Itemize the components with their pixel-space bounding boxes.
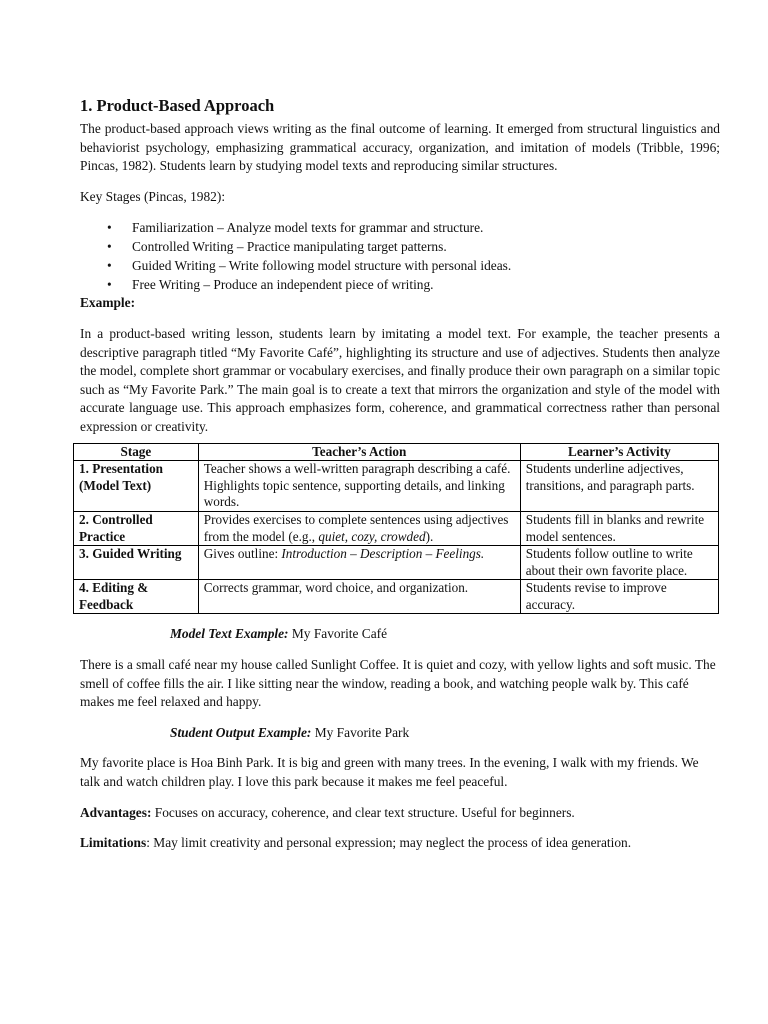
key-stages-heading: Key Stages (Pincas, 1982): — [80, 188, 226, 204]
learner-activity-cell: Students revise to improve accuracy. — [520, 580, 718, 614]
model-text-title: My Favorite Café — [288, 626, 388, 642]
table-row — [74, 580, 719, 614]
limitations-text: : May limit creativity and personal expression; may neglect the process of idea generation. — [146, 835, 632, 851]
student-output-title: My Favorite Park — [311, 724, 410, 740]
list-item — [107, 218, 720, 237]
column-header-teacher-action: Teacher’s Action — [198, 443, 520, 461]
bullet-icon: • — [107, 277, 112, 293]
action-text: Gives outline: — [203, 546, 282, 562]
stage-text: Familiarization – Analyze model texts for grammar and structure. — [132, 220, 484, 236]
table-row — [74, 511, 719, 545]
stage-text: Free Writing – Produce an independent piece of writing. — [132, 277, 434, 293]
model-text-heading — [170, 625, 720, 644]
stage-cell: 4. Editing & Feedback — [74, 580, 199, 614]
column-header-learner-activity: Learner’s Activity — [520, 443, 718, 461]
teacher-action-cell: Teacher shows a well-written paragraph describing a café. Highlights topic sentence, supporting details, and linking words. — [198, 461, 520, 512]
student-output-label: Student Output Example: — [170, 724, 312, 740]
example-label: Example: — [80, 295, 136, 311]
learner-activity-cell: Students follow outline to write about their own favorite place. — [520, 546, 718, 580]
advantages-paragraph — [80, 804, 720, 823]
stage-cell: 1. Presentation (Model Text) — [74, 461, 199, 512]
intro-paragraph: The product-based approach views writing as the final outcome of learning. It emerged from structural linguistics and behaviorist psychology, emphasizing grammatical accuracy, organization, and imitation of models (Tribble, 1996; Pincas, 1982). Students learn by studying model texts and reproducing similar structures. — [80, 121, 720, 174]
student-output-heading — [170, 724, 720, 743]
table-header-row — [74, 443, 719, 461]
example-paragraph: In a product-based writing lesson, students learn by imitating a model text. For example, the teacher presents a descriptive paragraph titled “My Favorite Café”, highlighting its structure and use of adjectives. Students then analyze the model, complete short grammar or vocabulary exercises, and finally produce their own paragraph on a similar topic such as “My Favorite Park.” The main goal is to create a text that mirrors the organization and style of the model with accurate language use. This approach emphasizes form, coherence, and grammatical correctness rather than personal expression or creativity. — [80, 325, 720, 434]
model-text-label: Model Text Example: — [170, 626, 289, 642]
list-item — [107, 237, 720, 256]
advantages-text: Focuses on accuracy, coherence, and clear text structure. Useful for beginners. — [151, 804, 575, 820]
teacher-action-cell — [198, 546, 520, 580]
list-item — [107, 275, 720, 294]
stage-cell: 2. Controlled Practice — [74, 511, 199, 545]
learner-activity-cell: Students underline adjectives, transitions, and paragraph parts. — [520, 461, 718, 512]
key-stages-list — [80, 218, 720, 294]
limitations-paragraph — [80, 834, 720, 853]
learner-activity-cell: Students fill in blanks and rewrite model sentences. — [520, 511, 718, 545]
bullet-icon: • — [107, 258, 112, 274]
stages-table — [73, 443, 719, 615]
action-text: Provides exercises to complete sentences using adjectives from the model (e.g., — [203, 511, 509, 544]
limitations-label: Limitations — [80, 835, 147, 851]
document-page — [80, 96, 720, 865]
bullet-icon: • — [107, 220, 112, 236]
teacher-action-cell — [198, 511, 520, 545]
advantages-label: Advantages: — [80, 804, 152, 820]
bullet-icon: • — [107, 239, 112, 255]
table-row — [74, 461, 719, 512]
model-text-paragraph: There is a small café near my house called Sunlight Coffee. It is quiet and cozy, with yellow lights and soft music. The smell of coffee fills the air. I like sitting near the window, reading a book, and watching people walk by. This café makes me feel relaxed and happy. — [80, 657, 716, 710]
section-title: 1. Product-Based Approach — [80, 96, 275, 115]
column-header-stage: Stage — [74, 443, 199, 461]
action-italic-text: Introduction – Description – Feelings. — [281, 546, 485, 562]
teacher-action-cell: Corrects grammar, word choice, and organization. — [198, 580, 520, 614]
stage-text: Controlled Writing – Practice manipulating target patterns. — [132, 239, 447, 255]
student-output-paragraph: My favorite place is Hoa Binh Park. It is big and green with many trees. In the evening, I walk with my friends. We talk and watch children play. I love this park because it makes me feel peaceful. — [80, 755, 699, 790]
action-text-end: ). — [425, 528, 434, 544]
stage-cell: 3. Guided Writing — [74, 546, 199, 580]
stage-text: Guided Writing – Write following model structure with personal ideas. — [132, 258, 512, 274]
list-item — [107, 256, 720, 275]
action-italic-text: quiet, cozy, crowded — [318, 528, 426, 544]
table-row — [74, 546, 719, 580]
